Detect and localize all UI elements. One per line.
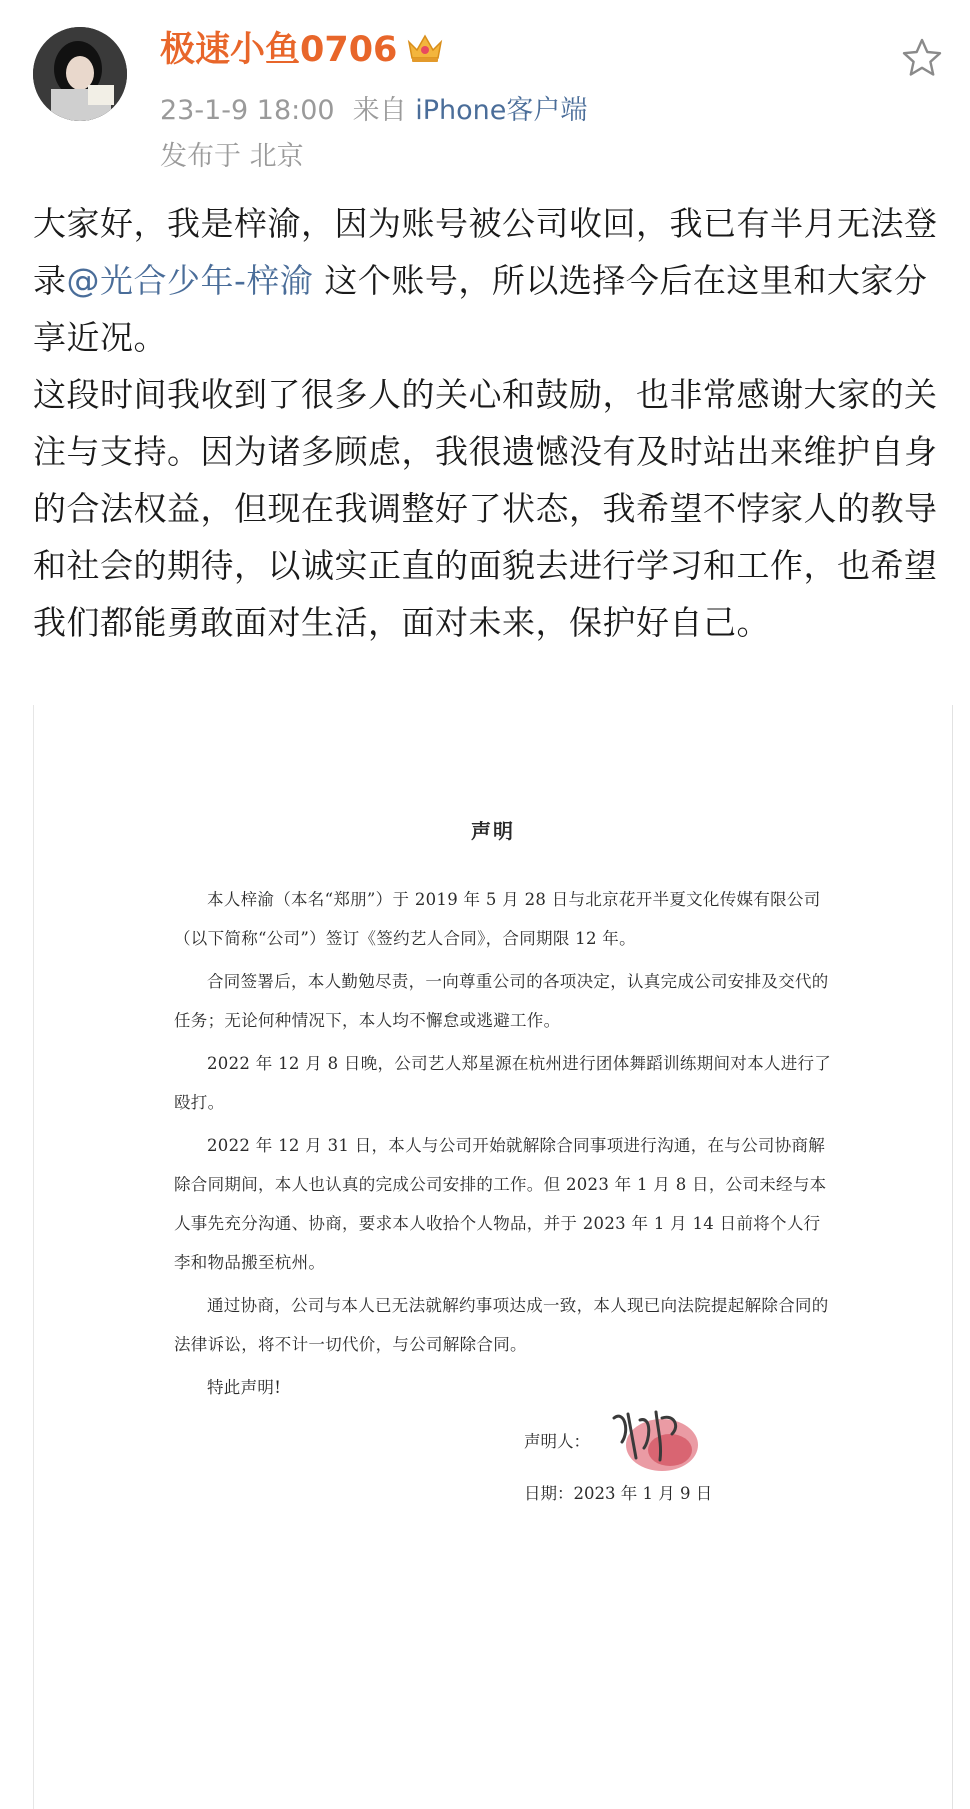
statement-paragraph: 通过协商，公司与本人已无法就解约事项达成一致，本人现已向法院提起解除合同的法律诉讼，将不计一切代价，与公司解除合同。 [174,1296,829,1354]
avatar[interactable] [33,27,127,121]
avatar-image [33,27,127,121]
timestamp: 23-1-9 18:00 [160,95,335,126]
signature-seal [600,1400,710,1480]
statement-paragraph: 特此声明! [207,1378,282,1397]
statement-body [174,880,832,1411]
post-header [0,0,970,180]
source-link[interactable]: iPhone客户端 [415,95,588,126]
location: 发布于 北京 [160,141,304,172]
post-text-segment: 大家好，我是梓渝，因为账号被公司收回，我已有半月无法登录 [33,204,938,300]
source-prefix: 来自 [352,95,407,126]
vip-crown-icon [405,30,445,64]
signer-row [524,1400,710,1480]
mention-link[interactable]: @光合少年-梓渝 [66,261,314,300]
username-text[interactable]: 极速小鱼0706 [160,30,398,70]
statement-paragraph: 合同签署后，本人勤勉尽责，一向尊重公司的各项决定，认真完成公司安排及交代的任务；无论何种情况下，本人均不懈怠或逃避工作。 [174,972,829,1030]
statement-title: 声明 [471,819,515,843]
username[interactable] [160,22,445,72]
statement-paragraph: 本人梓渝（本名“郑朋”）于 2019 年 5 月 28 日与北京花开半夏文化传媒有限公司（以下简称“公司”）签订《签约艺人合同》，合同期限 12 年。 [174,890,821,948]
post-meta [160,88,587,127]
favorite-star-icon[interactable] [900,36,944,80]
post-text [33,195,943,651]
post-paragraph-2: 这段时间我收到了很多人的关心和鼓励，也非常感谢大家的关注与支持。因为诸多顾虑，我很遗憾没有及时站出来维护自身的合法权益，但现在我调整好了状态，我希望不悖家人的教导和社会的期待，以诚实正直的面貌去进行学习和工作，也希望我们都能勇敢面对生活，面对未来，保护好自己。 [33,375,938,642]
signer-label: 声明人： [524,1432,590,1451]
attached-image-statement[interactable] [33,705,953,1809]
post-text-segment: 这个账号，所以选择今后在这里和大家分享近况。 [33,261,928,357]
statement-paragraph: 2022 年 12 月 31 日，本人与公司开始就解除合同事项进行沟通，在与公司协商解除合同期间，本人也认真的完成公司安排的工作。但 2023 年 1 月 8 日，公司未经与本人事先充分沟通、协商，要求本人收拾个人物品，并于 2023 年 1 月 14 日前将个人行李和物品搬至杭州。 [174,1136,827,1272]
statement-date: 日期：2023 年 1 月 9 日 [524,1484,713,1503]
statement-paragraph: 2022 年 12 月 8 日晚，公司艺人郑星源在杭州进行团体舞蹈训练期间对本人进行了殴打。 [174,1054,832,1112]
post-paragraph-1 [33,195,943,366]
